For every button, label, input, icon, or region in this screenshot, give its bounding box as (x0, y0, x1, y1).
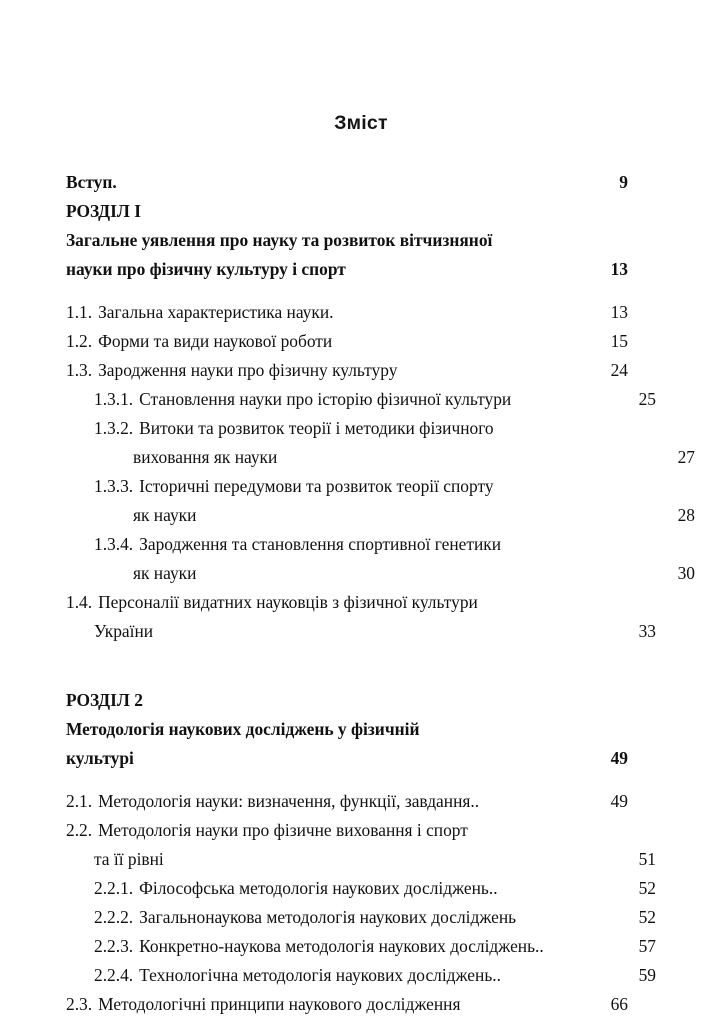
toc-entry[interactable] (66, 715, 628, 744)
toc-entry-label: Конкретно-наукова методологія наукових досліджень.. (139, 936, 544, 956)
toc-entry[interactable] (66, 255, 628, 284)
toc-spacer (66, 646, 628, 686)
toc-entry-label: культурі (66, 748, 134, 768)
toc-leader-dots (421, 718, 627, 735)
toc-entry-number: 1.4. (66, 592, 93, 612)
toc-entry-label: РОЗДІЛ 2 (66, 690, 143, 710)
toc-entry-label: Персоналії видатних науковців з фізичної культури (98, 592, 478, 612)
toc-leader-dots (517, 906, 633, 923)
toc-page-number[interactable]: 66 (610, 994, 628, 1014)
toc-entry-number: 2.2. (66, 820, 93, 840)
toc-entry-label: Філософська методологія наукових досліджень.. (139, 878, 498, 898)
toc-page-number[interactable]: 25 (638, 389, 656, 409)
toc-entry[interactable] (66, 845, 656, 874)
toc-entry-number: 2.3. (66, 994, 93, 1014)
toc-page-number[interactable]: 27 (677, 447, 695, 467)
toc-entry-label: Зародження та становлення спортивної генетики (139, 534, 502, 554)
toc-entry-label: як науки (133, 505, 197, 525)
toc-entry[interactable] (66, 501, 695, 530)
toc-leader-dots (499, 877, 633, 894)
toc-leader-dots (118, 171, 605, 188)
toc-entry[interactable] (66, 168, 628, 197)
toc-entry-label: Методологічні принципи наукового дослідження (98, 994, 461, 1014)
toc-leader-dots (493, 229, 627, 246)
toc-entry[interactable] (66, 327, 628, 356)
toc-page-number[interactable]: 13 (610, 302, 628, 322)
toc-entry-label: Витоки та розвиток теорії і методики фізичного (139, 418, 494, 438)
toc-page-number[interactable]: 57 (638, 936, 656, 956)
toc-page-number[interactable]: 13 (610, 259, 628, 279)
toc-entry-number: 2.2.3. (94, 936, 134, 956)
toc-entry[interactable] (66, 744, 628, 773)
toc-leader-dots (502, 533, 655, 550)
toc-entry[interactable] (66, 414, 656, 443)
toc-entry-number: 1.3.4. (94, 534, 134, 554)
toc-entry-label: Історичні передумови та розвиток теорії спорту (139, 476, 494, 496)
toc-page-number[interactable]: 9 (619, 172, 628, 192)
toc-entry[interactable] (66, 816, 628, 845)
toc-entry[interactable] (66, 559, 695, 588)
toc-entry-label: Загальнонаукова методологія наукових досліджень (139, 907, 517, 927)
toc-entry-label: виховання як науки (133, 447, 278, 467)
toc-entry[interactable] (66, 588, 628, 617)
toc-leader-dots (502, 964, 633, 981)
toc-page-number[interactable]: 49 (610, 748, 628, 768)
table-of-contents (66, 168, 695, 1019)
toc-entry-number: 1.1. (66, 302, 93, 322)
toc-page-number[interactable]: 49 (610, 791, 628, 811)
toc-page-number[interactable]: 51 (638, 849, 656, 869)
toc-leader-dots (154, 620, 633, 637)
toc-entry[interactable] (66, 226, 628, 255)
toc-spacer (66, 773, 628, 787)
toc-entry[interactable] (66, 197, 628, 226)
toc-entry-number: 2.1. (66, 791, 93, 811)
toc-entry-label: Вступ. (66, 172, 117, 192)
toc-entry-number: 2.2.4. (94, 965, 134, 985)
toc-entry[interactable] (66, 472, 656, 501)
toc-entry-label: та її рівні (94, 849, 164, 869)
toc-entry[interactable] (66, 874, 656, 903)
page-title: Зміст (334, 112, 388, 134)
toc-entry-number: 1.2. (66, 331, 93, 351)
toc-entry[interactable] (66, 617, 656, 646)
toc-page-number[interactable]: 28 (677, 505, 695, 525)
toc-entry-label: як науки (133, 563, 197, 583)
toc-entry[interactable] (66, 443, 695, 472)
toc-entry-label: Зародження науки про фізичну культуру (98, 360, 398, 380)
toc-leader-dots (278, 446, 672, 463)
toc-leader-dots (334, 301, 605, 318)
toc-page-number[interactable]: 59 (638, 965, 656, 985)
toc-leader-dots (495, 475, 655, 492)
toc-entry-label: Загальна характеристика науки. (98, 302, 334, 322)
toc-entry-label: Методологія науки: визначення, функції, завдання.. (98, 791, 480, 811)
toc-leader-dots (142, 200, 627, 217)
toc-entry-label: науки про фізичну культуру і спорт (66, 259, 346, 279)
toc-page-number[interactable]: 15 (610, 331, 628, 351)
toc-spacer (66, 284, 628, 298)
toc-entry[interactable] (66, 356, 628, 385)
toc-leader-dots (480, 790, 605, 807)
toc-entry[interactable] (66, 903, 656, 932)
toc-leader-dots (545, 935, 633, 952)
toc-entry-number: 1.3. (66, 360, 93, 380)
toc-entry-number: 1.3.2. (94, 418, 134, 438)
toc-entry[interactable] (66, 932, 656, 961)
toc-entry-label: Становлення науки про історію фізичної культури (139, 389, 512, 409)
toc-leader-dots (165, 848, 633, 865)
toc-entry-label: Загальне уявлення про науку та розвиток вітчизняної (66, 230, 493, 250)
toc-entry-number: 2.2.1. (94, 878, 134, 898)
toc-leader-dots (495, 417, 655, 434)
toc-leader-dots (462, 993, 606, 1010)
toc-entry-number: 1.3.1. (94, 389, 134, 409)
toc-entry[interactable] (66, 961, 656, 990)
toc-entry[interactable] (66, 530, 656, 559)
toc-leader-dots (135, 747, 605, 764)
toc-page-number[interactable]: 52 (638, 907, 656, 927)
toc-entry-label: України (94, 621, 154, 641)
toc-leader-dots (512, 388, 633, 405)
toc-entry[interactable] (66, 787, 628, 816)
toc-entry-label: Методологія науки про фізичне виховання і спорт (98, 820, 468, 840)
toc-page-number[interactable]: 52 (638, 878, 656, 898)
toc-page-number[interactable]: 33 (638, 621, 656, 641)
toc-leader-dots (469, 819, 627, 836)
toc-page-number[interactable]: 24 (610, 360, 628, 380)
toc-entry[interactable] (66, 298, 628, 327)
toc-leader-dots (197, 562, 672, 579)
toc-leader-dots (144, 689, 627, 706)
toc-entry-label: Методологія наукових досліджень у фізичній (66, 719, 420, 739)
toc-page-number[interactable]: 30 (677, 563, 695, 583)
toc-entry-label: Форми та види наукової роботи (98, 331, 333, 351)
toc-leader-dots (479, 591, 627, 608)
toc-entry-number: 2.2.2. (94, 907, 134, 927)
toc-leader-dots (333, 330, 605, 347)
toc-leader-dots (197, 504, 672, 521)
toc-leader-dots (347, 258, 605, 275)
toc-entry[interactable] (66, 990, 628, 1019)
toc-entry[interactable] (66, 385, 656, 414)
toc-entry[interactable] (66, 686, 628, 715)
toc-entry-number: 1.3.3. (94, 476, 134, 496)
toc-entry-label: РОЗДІЛ І (66, 201, 141, 221)
toc-entry-label: Технологічна методологія наукових досліджень.. (139, 965, 501, 985)
toc-leader-dots (398, 359, 605, 376)
